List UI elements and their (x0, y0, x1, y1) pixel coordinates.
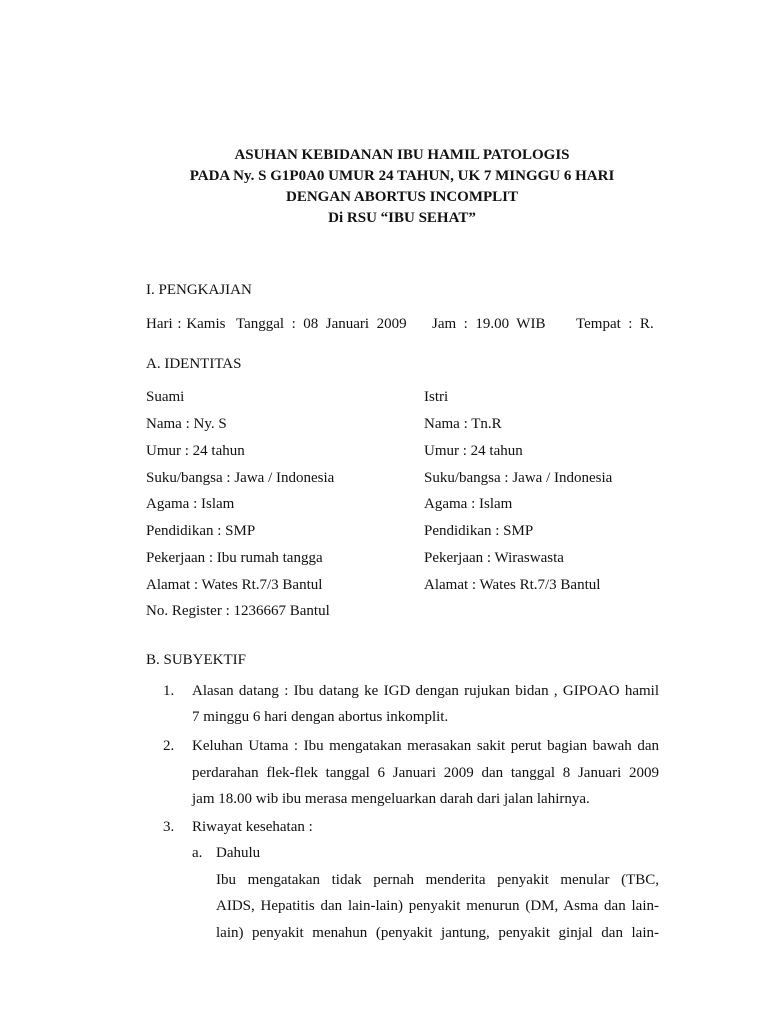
suami-field: Suku/bangsa : Jawa / Indonesia (146, 470, 335, 486)
istri-field: Alamat : Wates Rt.7/3 Bantul (424, 577, 601, 593)
list-item-line: jam 18.00 wib ibu merasa mengeluarkan darah dari jalan lahirnya. (192, 791, 590, 807)
jam: Jam : 19.00 WIB (432, 316, 546, 332)
suami-field: Suami (146, 389, 185, 405)
istri-field: Umur : 24 tahun (424, 443, 523, 459)
suami-field: Nama : Ny. S (146, 416, 227, 432)
istri-field: Istri (424, 389, 449, 405)
list-item-line: Alasan datang : Ibu datang ke IGD dengan rujukan bidan , GIPOAO hamil (192, 683, 659, 699)
sub-letter: a. (192, 845, 203, 861)
tempat: Tempat : R. (576, 316, 654, 332)
list-item-line: 7 minggu 6 hari dengan abortus inkomplit. (192, 709, 449, 725)
suami-field: Pendidikan : SMP (146, 523, 256, 539)
title-line-2: PADA Ny. S G1P0A0 UMUR 24 TAHUN, UK 7 MINGGU 6 HARI (189, 168, 615, 184)
tanggal: Tanggal : 08 Januari 2009 (236, 316, 407, 332)
suami-field: Pekerjaan : Ibu rumah tangga (146, 550, 323, 566)
section-heading-identitas: A. IDENTITAS (146, 356, 242, 372)
sub-line: Ibu mengatakan tidak pernah menderita penyakit menular (TBC, (216, 872, 659, 888)
suami-field: Umur : 24 tahun (146, 443, 245, 459)
sub-line: lain) penyakit menahun (penyakit jantung, penyakit ginjal dan lain- (216, 925, 659, 941)
sub-label: Dahulu (216, 845, 261, 861)
title-line-4: Di RSU “IBU SEHAT” (328, 210, 476, 226)
list-item-line: Keluhan Utama : Ibu mengatakan merasakan sakit perut bagian bawah dan (192, 738, 659, 754)
suami-field: Agama : Islam (146, 496, 235, 512)
suami-field: Alamat : Wates Rt.7/3 Bantul (146, 577, 323, 593)
sub-line: AIDS, Hepatitis dan lain-lain) penyakit menurun (DM, Asma dan lain- (216, 898, 659, 914)
section-heading-pengkajian: I. PENGKAJIAN (146, 282, 252, 298)
title-line-3: DENGAN ABORTUS INCOMPLIT (285, 189, 518, 205)
istri-field: Nama : Tn.R (424, 416, 502, 432)
list-number: 3. (163, 819, 175, 835)
section-heading-subyektif: B. SUBYEKTIF (146, 652, 247, 668)
title-line-1: ASUHAN KEBIDANAN IBU HAMIL PATOLOGIS (234, 147, 570, 163)
list-number: 1. (163, 683, 175, 699)
istri-field: Agama : Islam (424, 496, 513, 512)
hari: Hari : Kamis (146, 316, 226, 332)
istri-field: Suku/bangsa : Jawa / Indonesia (424, 470, 613, 486)
list-item-line: perdarahan flek-flek tanggal 6 Januari 2009 dan tanggal 8 Januari 2009 (192, 765, 659, 781)
list-number: 2. (163, 738, 175, 754)
istri-field: Pendidikan : SMP (424, 523, 534, 539)
suami-field: No. Register : 1236667 Bantul (146, 603, 330, 619)
list-item-line: Riwayat kesehatan : (192, 819, 313, 835)
istri-field: Pekerjaan : Wiraswasta (424, 550, 564, 566)
